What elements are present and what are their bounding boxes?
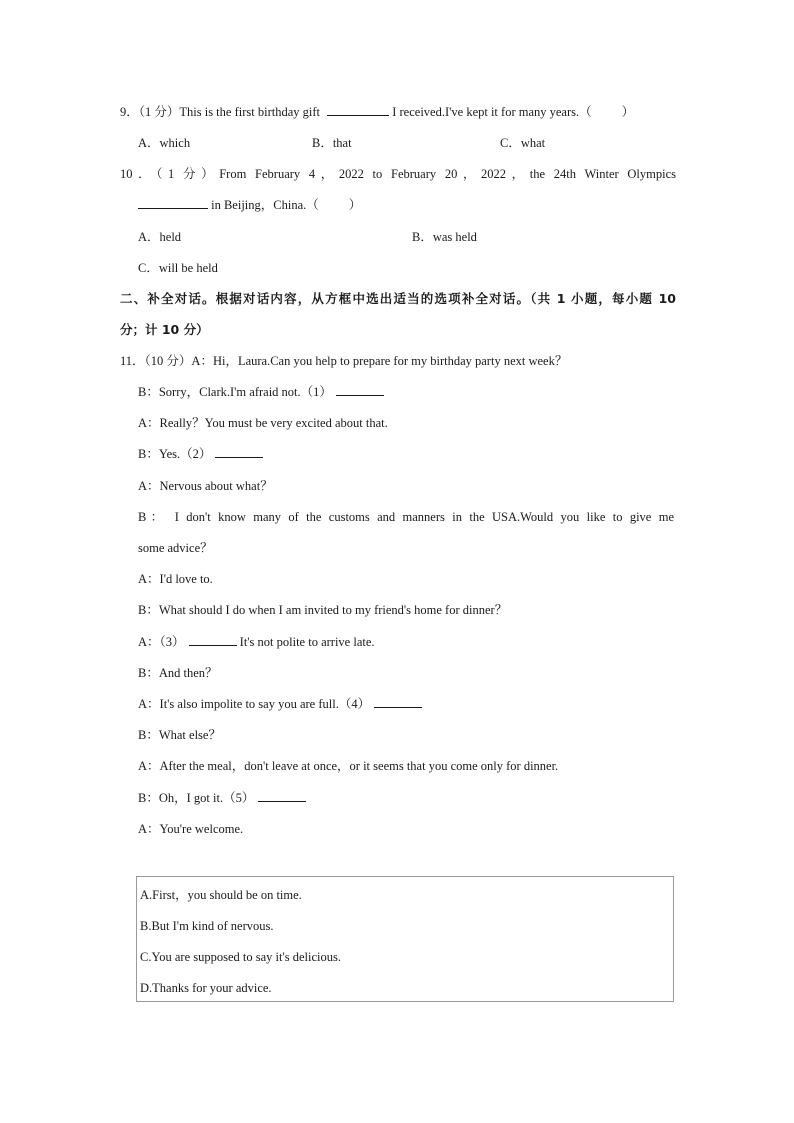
answer-blank <box>215 445 263 458</box>
q10-option-a: A．held <box>138 230 182 244</box>
q9-option-c: C．what <box>500 136 546 150</box>
q10-stem-after: in Beijing，China.（ <box>208 198 319 212</box>
answer-blank <box>374 695 422 708</box>
choice-c: C.You are supposed to say it's delicious. <box>140 950 341 964</box>
q10-stem-line1: 10．（1 分）From February 4，2022 to February 20，2022，the 24th Winter Olympics <box>120 167 676 181</box>
dialogue-text: A：（3） <box>138 635 185 649</box>
q9-stem-before: 9．（1 分）This is the first birthday gift <box>120 105 320 119</box>
dialogue-text: A：I'd love to. <box>138 572 213 586</box>
dialogue-text: B：What else？ <box>138 728 221 742</box>
q9-blank <box>327 103 389 116</box>
dialogue-line <box>138 601 694 619</box>
choice-d: D.Thanks for your advice. <box>140 981 272 995</box>
dialogue-line <box>138 757 694 775</box>
q11-first-line: 11．（10 分）A：Hi，Laura.Can you help to prepare for my birthday party next week？ <box>120 354 568 368</box>
dialogue-text: A：Really？You must be very excited about that. <box>138 416 388 430</box>
dialogue-text: B：Oh，I got it.（5） <box>138 791 255 805</box>
q10-blank <box>138 196 208 209</box>
dialogue-line <box>138 633 694 651</box>
dialogue-text: B： I don't know many of the customs and manners in the USA.Would you like to give me <box>138 510 674 524</box>
answer-blank <box>336 383 384 396</box>
q10-paren-close: ） <box>348 198 362 212</box>
dialogue-line <box>138 539 694 557</box>
dialogue-text: A：You're welcome. <box>138 822 244 836</box>
dialogue-text-after: It's not polite to arrive late. <box>236 635 375 649</box>
q10-stem-line2 <box>138 196 361 214</box>
dialogue-text: A：Nervous about what？ <box>138 479 273 493</box>
dialogue-text: B：Sorry，Clark.I'm afraid not.（1） <box>138 385 332 399</box>
dialogue-line <box>138 570 694 588</box>
dialogue-text: A：It's also impolite to say you are full.（4） <box>138 697 371 711</box>
dialogue-line <box>138 664 694 682</box>
q9-paren-close: ） <box>621 105 635 119</box>
dialogue-line <box>138 414 694 432</box>
dialogue-line <box>138 445 694 463</box>
choice-b: B.But I'm kind of nervous. <box>140 919 274 933</box>
dialogue-text: some advice？ <box>138 541 213 555</box>
dialogue-text: B：What should I do when I am invited to my friend's home for dinner？ <box>138 603 508 617</box>
section2-heading-line1: 二、补全对话。根据对话内容，从方框中选出适当的选项补全对话。（共 1 小题，每小题 10 <box>120 291 676 306</box>
choice-box <box>136 876 674 1002</box>
q9-option-b: B．that <box>312 136 352 150</box>
answer-blank <box>258 789 306 802</box>
dialogue-text: B：And then？ <box>138 666 218 680</box>
dialogue-line <box>138 820 694 838</box>
q10-option-c: C．will be held <box>138 261 218 275</box>
q10-option-b: B．was held <box>412 230 477 244</box>
answer-blank <box>189 633 237 646</box>
dialogue-line <box>138 789 694 807</box>
dialogue-text: A：After the meal，don't leave at once，or it seems that you come only for dinner. <box>138 759 559 773</box>
choice-a: A.First，you should be on time. <box>140 888 302 902</box>
dialogue-line <box>138 726 694 744</box>
dialogue-line <box>138 383 694 401</box>
q9-stem <box>120 103 676 121</box>
q9-option-a: A．which <box>138 136 191 150</box>
dialogue-line <box>138 508 674 526</box>
dialogue-text: B：Yes.（2） <box>138 447 212 461</box>
dialogue-line <box>138 695 694 713</box>
dialogue-line <box>138 477 694 495</box>
q9-stem-after: I received.I've kept it for many years.（ <box>392 105 592 119</box>
section2-heading-line2: 分；计 10 分） <box>120 322 209 337</box>
